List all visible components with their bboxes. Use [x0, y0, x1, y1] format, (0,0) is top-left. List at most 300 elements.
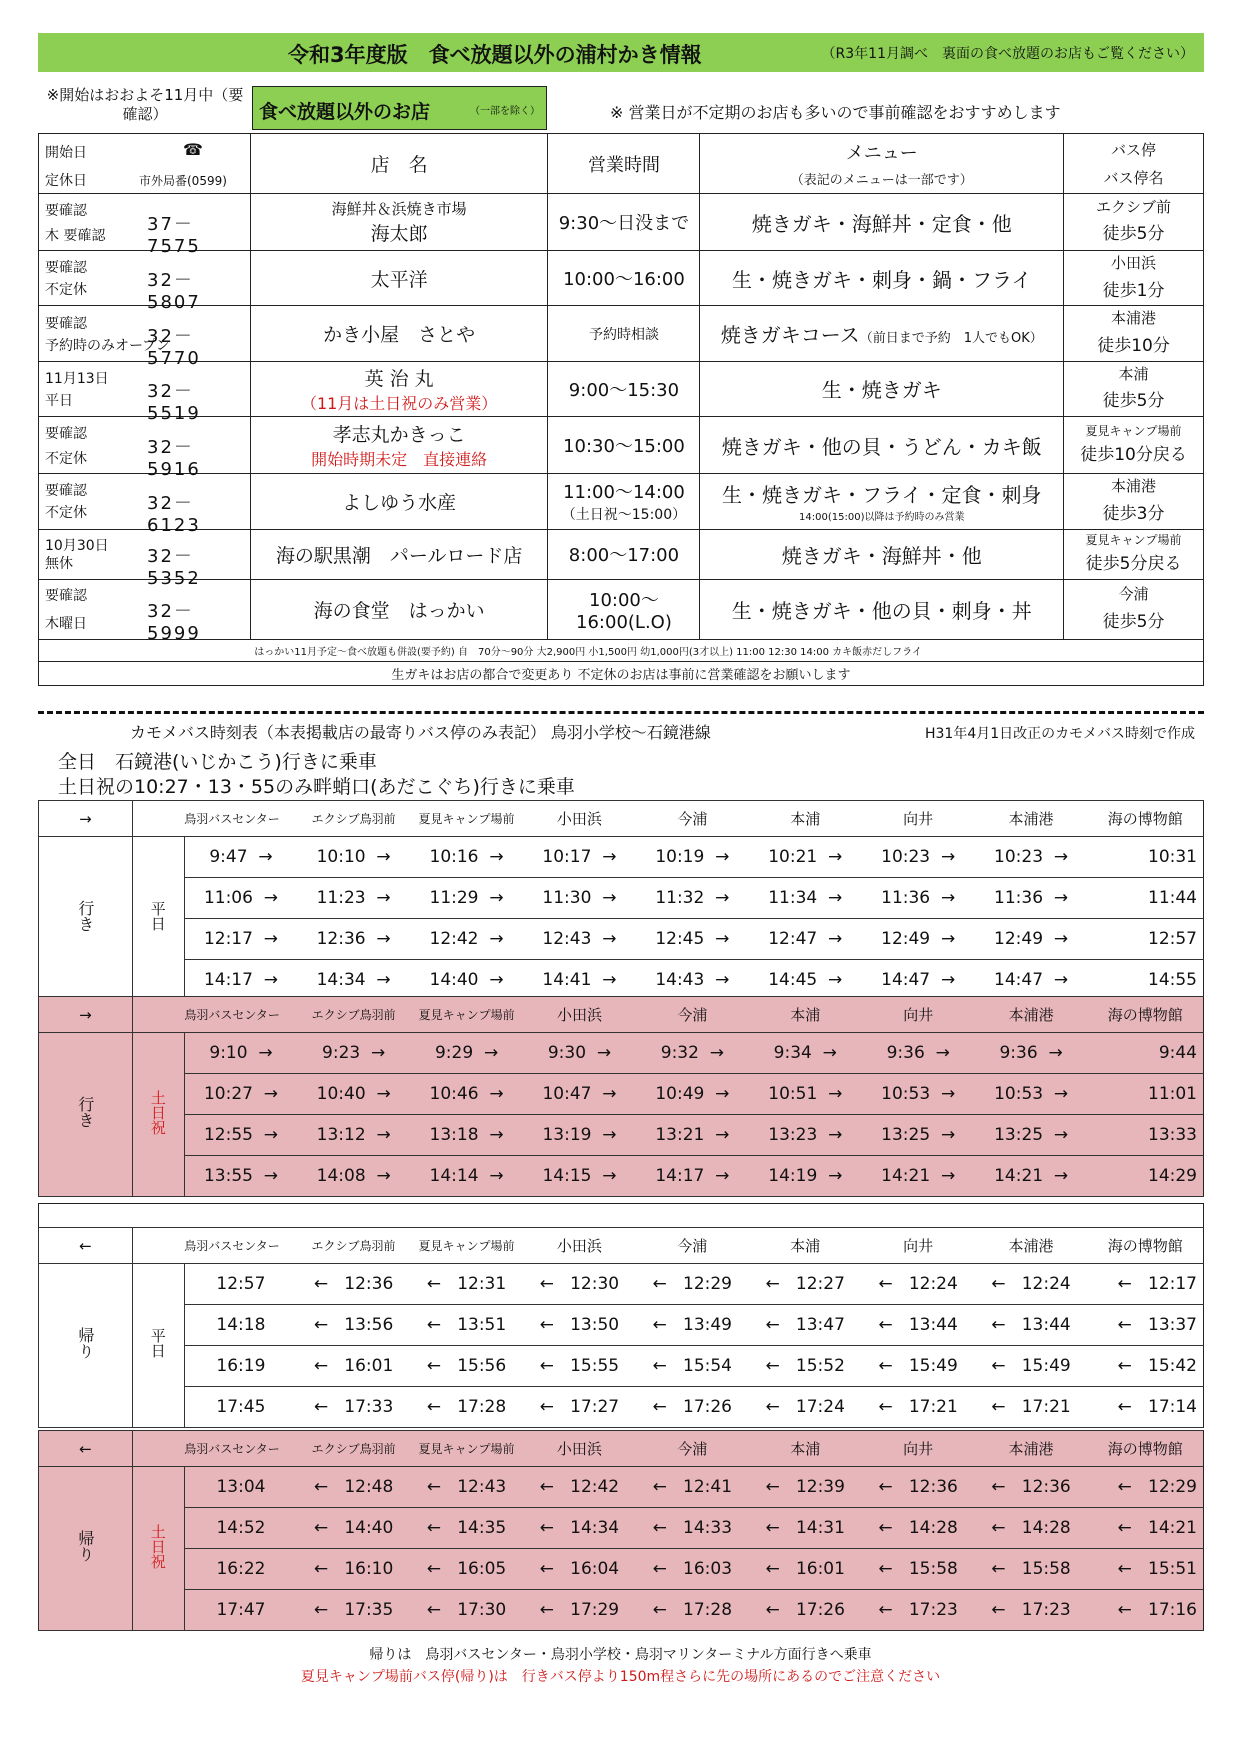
shop-name: 海の駅黒潮 パールロード店 [275, 544, 523, 567]
departure-time: 14:34 [316, 970, 366, 990]
arrow-right-icon: → [376, 847, 391, 867]
arrow-right-icon: → [489, 847, 504, 867]
timetable-cell [636, 1346, 749, 1387]
arrow-right-icon: → [263, 970, 278, 990]
arrow-right-icon: → [483, 1043, 499, 1063]
shop-bus-stop: 本浦港 [1111, 477, 1157, 496]
departure-time: 12:30 [570, 1274, 620, 1294]
timetable-cell [749, 1549, 862, 1590]
shop-bus-stop: 本浦港 [1111, 309, 1157, 328]
arrow-left-icon: ← [652, 1274, 667, 1294]
departure-time: 13:50 [570, 1315, 620, 1335]
timetable-cell [297, 1264, 410, 1305]
bus-timetable-1 [38, 996, 1204, 1197]
timetable-cell [862, 1467, 975, 1508]
shop-row [39, 194, 1204, 251]
shop-table [38, 133, 1204, 686]
day-type: 平日 [148, 901, 167, 931]
arrow-right-icon: → [940, 1084, 956, 1104]
shop-bus-walk: 徒歩10分 [1097, 335, 1170, 356]
shop-name: 海の食堂 はっかい [313, 599, 485, 622]
arrow-right-icon: → [263, 929, 278, 949]
timetable-cell [523, 1387, 636, 1428]
hakkai-note: はっかい11月予定～食べ放題も併設(要予約) 自 70分～90分 大2,900円 小1,500円 幼1,000円(3才以上) 11:00 12:30 14:00 カキ飯赤だしフライ [250, 639, 1203, 661]
arrow-left-icon: ← [1117, 1600, 1132, 1620]
shop-bus-stop: エクシブ前 [1096, 197, 1172, 216]
departure-time: 13:44 [1021, 1315, 1071, 1335]
arrow-left-icon: ← [878, 1315, 893, 1335]
timetable-cell [523, 1156, 636, 1197]
shop-name: 孝志丸かきっこ [332, 424, 466, 447]
departure-time: 17:35 [344, 1600, 394, 1620]
timetable-cell [523, 1346, 636, 1387]
bus-timetable-2 [38, 1227, 1204, 1428]
bus-stop-header: 夏見キャンプ場前 [410, 1431, 523, 1467]
direction-label: 帰り [75, 1327, 95, 1359]
arrow-left-icon: ← [539, 1559, 554, 1579]
arrow-left-icon: ← [991, 1356, 1006, 1376]
departure-time: 12:41 [683, 1477, 733, 1497]
shop-hours-cell [548, 417, 700, 474]
departure-time: 14:31 [795, 1518, 845, 1538]
arrow-right-icon: → [376, 888, 391, 908]
timetable-cell [297, 1467, 410, 1508]
timetable-cell [1087, 1305, 1203, 1346]
departure-time: 15:58 [1021, 1559, 1071, 1579]
timetable-cell [523, 1508, 636, 1549]
shop-menu-cell [700, 361, 1064, 416]
departure-time: 13:25 [881, 1125, 931, 1145]
departure-time: 14:21 [881, 1166, 931, 1186]
timetable-cell [749, 1590, 862, 1631]
arrow-left-icon: ← [652, 1600, 667, 1620]
departure-time: 13:18 [429, 1125, 479, 1145]
title-bar [38, 33, 1204, 72]
arrow-right-icon: → [828, 847, 843, 867]
shop-closed: 不定休 [45, 282, 87, 299]
timetable-cell [749, 1156, 862, 1197]
timetable-cell [184, 1590, 297, 1631]
departure-time: 10:31 [1148, 847, 1197, 867]
header-bus-stop-name: バス停名 [1103, 168, 1164, 187]
shop-hours-cell [548, 474, 700, 529]
departure-time: 11:01 [1148, 1084, 1197, 1104]
departure-time: 12:17 [1148, 1274, 1197, 1294]
arrow-left-icon: ← [426, 1274, 441, 1294]
timetable-cell [523, 919, 636, 960]
departure-time: 13:55 [203, 1166, 253, 1186]
direction-label-cell [39, 1033, 133, 1197]
departure-time: 12:36 [1021, 1477, 1071, 1497]
day-type-cell [132, 1467, 184, 1631]
header-bus-stop: バス停 [1111, 140, 1157, 159]
departure-time: 14:19 [768, 1166, 818, 1186]
arrow-right-icon: → [489, 1125, 504, 1145]
shop-hours-cell [548, 306, 700, 361]
arrow-right-icon: → [828, 1084, 843, 1104]
timetable-cell [636, 919, 749, 960]
arrow-right-icon: → [602, 847, 617, 867]
arrow-left-icon: ← [765, 1477, 780, 1497]
arrow-left-icon: ← [652, 1315, 667, 1335]
arrow-left-icon: ← [1117, 1274, 1132, 1294]
timetable-cell [749, 1115, 862, 1156]
timetable-cell [410, 1156, 523, 1197]
arrow-left-icon: ← [313, 1274, 329, 1294]
day-type: 土日祝 [148, 1089, 167, 1135]
departure-time: 14:28 [908, 1518, 958, 1538]
departure-time: 16:01 [344, 1356, 394, 1376]
arrow-left-icon: ← [652, 1397, 667, 1417]
departure-time: 16:22 [216, 1559, 266, 1579]
shop-row [39, 251, 1204, 306]
direction-label: 帰り [75, 1530, 95, 1562]
timetable-cell [862, 1074, 975, 1115]
bus-stop-header: 本浦 [749, 1431, 862, 1467]
shop-start: 要確認 [45, 588, 87, 605]
departure-time: 13:04 [216, 1477, 266, 1497]
bus-footer1: 帰りは 鳥羽バスセンター・鳥羽小学校・鳥羽マリンターミナル方面行きへ乗車 [369, 1647, 872, 1663]
shop-name-cell [250, 361, 548, 416]
departure-time: 12:42 [429, 929, 479, 949]
timetable-cell [636, 960, 749, 1001]
timetable-cell [184, 1346, 297, 1387]
arrow-left-icon: ← [878, 1477, 893, 1497]
shop-menu: 生・焼きガキ [821, 378, 942, 403]
timetable-cell [636, 1115, 749, 1156]
departure-time: 12:47 [768, 929, 818, 949]
bus-stop-header: エクシブ鳥羽前 [297, 1228, 410, 1264]
bus-stop-header: 夏見キャンプ場前 [410, 997, 523, 1033]
timetable-cell [975, 919, 1088, 960]
timetable-cell [749, 1074, 862, 1115]
timetable-cell [523, 1074, 636, 1115]
departure-time: 10:40 [316, 1084, 366, 1104]
bus-stop-header: 海の博物館 [1087, 1228, 1203, 1264]
timetable-cell [749, 837, 862, 878]
timetable-cell [184, 1156, 297, 1197]
bus-stop-header: 今浦 [636, 1431, 749, 1467]
bus-stop-header: 鳥羽バスセンター [184, 1228, 297, 1264]
departure-time: 14:15 [542, 1166, 592, 1186]
timetable-cell [975, 1467, 1088, 1508]
direction-label-cell [39, 1467, 133, 1631]
bus-stop-header: 本浦港 [975, 801, 1088, 837]
departure-time: 12:57 [1148, 929, 1197, 949]
header-menu-cell [700, 134, 1064, 194]
shop-bus-cell [1064, 529, 1204, 579]
shop-bus-cell [1064, 251, 1204, 306]
shop-start-closed [39, 529, 251, 590]
departure-time: 16:05 [457, 1559, 507, 1579]
shop-row [39, 361, 1204, 416]
top-left-note: ※開始はおおよそ11月中（要確認） [46, 86, 244, 123]
timetable-cell [1087, 1346, 1203, 1387]
shop-name-notice: （11月は土日祝のみ営業） [300, 393, 498, 413]
arrow-right-icon: → [715, 1084, 730, 1104]
shop-menu-note: 14:00(15:00)以降は予約時のみ営業 [799, 512, 965, 524]
departure-time: 12:36 [344, 1274, 394, 1294]
timetable-cell [749, 1346, 862, 1387]
timetable-cell [410, 1590, 523, 1631]
arrow-left-icon: ← [426, 1518, 441, 1538]
header-hours: 営業時間 [548, 134, 700, 194]
departure-time: 14:21 [1148, 1518, 1197, 1538]
departure-time: 17:21 [1021, 1397, 1071, 1417]
shop-bus-walk: 徒歩5分 [1102, 224, 1165, 245]
bus-stop-header: 今浦 [636, 1228, 749, 1264]
arrow-left-icon: ← [313, 1315, 329, 1335]
timetable-cell [410, 1346, 523, 1387]
shop-row [39, 529, 1204, 579]
bus-stop-header: 本浦 [749, 997, 862, 1033]
timetable-cell [749, 1387, 862, 1428]
arrow-left-icon: ← [878, 1518, 893, 1538]
departure-time: 12:27 [795, 1274, 845, 1294]
departure-time: 17:23 [908, 1600, 958, 1620]
shop-start: 要確認 [45, 425, 87, 442]
arrow-right-icon: → [828, 929, 843, 949]
bus-stop-header: 海の博物館 [1088, 801, 1204, 837]
shop-name: 英 治 丸 [364, 367, 434, 390]
timetable-cell [636, 1156, 749, 1197]
timetable-cell [862, 1387, 975, 1428]
timetable-cell [1088, 919, 1204, 960]
departure-time: 10:47 [542, 1084, 592, 1104]
departure-time: 14:35 [457, 1518, 507, 1538]
shop-phone: 32－6123 [147, 493, 201, 537]
timetable-cell [862, 837, 975, 878]
shop-bus-walk: 徒歩10分戻る [1080, 444, 1187, 465]
timetable-cell [297, 1387, 410, 1428]
arrow-left-icon: ← [765, 1518, 780, 1538]
departure-time: 12:24 [1021, 1274, 1071, 1294]
shop-phone: 32－5519 [147, 380, 201, 424]
arrow-left-icon: ← [765, 1356, 780, 1376]
shop-name-cell [250, 529, 548, 579]
shop-bus-walk: 徒歩5分戻る [1085, 553, 1182, 574]
shop-row [39, 306, 1204, 361]
arrow-left-icon: ← [426, 1477, 441, 1497]
arrow-left-icon: ← [765, 1274, 780, 1294]
arrow-left-icon: ← [539, 1477, 554, 1497]
timetable-cell [523, 1467, 636, 1508]
arrow-left-icon: ← [991, 1518, 1006, 1538]
departure-time: 10:21 [768, 847, 818, 867]
arrow-right-icon: → [263, 1084, 279, 1104]
arrow-left-icon: ← [539, 1600, 554, 1620]
day-type: 土日祝 [148, 1523, 167, 1569]
departure-time: 15:54 [683, 1356, 732, 1376]
shop-menu-cell [700, 579, 1064, 639]
timetable-cell [184, 1033, 297, 1074]
shop-row [39, 474, 1204, 529]
departure-time: 14:41 [542, 970, 592, 990]
timetable-cell [862, 1346, 975, 1387]
shop-hours-cell [548, 361, 700, 416]
shop-name-notice: 開始時期未定 直接連絡 [311, 450, 488, 470]
timetable-cell [297, 1590, 410, 1631]
bus-stop-header: 小田浜 [523, 1228, 636, 1264]
arrow-right-icon: → [1053, 970, 1069, 990]
arrow-right-icon: → [715, 970, 730, 990]
timetable-cell [297, 1549, 410, 1590]
timetable-cell [523, 1115, 636, 1156]
departure-time: 12:55 [203, 1125, 253, 1145]
section-sub: （一部を除く） [470, 106, 540, 117]
timetable-cell [975, 1156, 1088, 1197]
timetable-cell [410, 1549, 523, 1590]
departure-time: 11:30 [542, 888, 592, 908]
arrow-right-icon: → [715, 1166, 730, 1186]
shop-name: 太平洋 [370, 268, 428, 291]
timetable-cell [1088, 1074, 1204, 1115]
departure-time: 12:36 [908, 1477, 958, 1497]
section-label-box [252, 86, 547, 130]
bus-stop-header: 本浦 [749, 801, 862, 837]
timetable-cell [862, 1033, 975, 1074]
departure-time: 12:17 [203, 929, 253, 949]
timetable-cell [862, 1508, 975, 1549]
arrow-right-icon: → [935, 1043, 950, 1063]
bus-stop-header: 鳥羽バスセンター [184, 997, 297, 1033]
timetable-cell [862, 960, 975, 1001]
arrow-left-icon: ← [313, 1477, 329, 1497]
departure-time: 11:36 [994, 888, 1044, 908]
arrow-left-icon: ← [991, 1559, 1006, 1579]
departure-time: 11:23 [316, 888, 366, 908]
departure-time: 10:51 [768, 1084, 818, 1104]
departure-time: 9:30 [547, 1043, 587, 1063]
departure-time: 11:34 [768, 888, 818, 908]
bus-stop-header: 小田浜 [523, 801, 636, 837]
timetable-cell [749, 1508, 862, 1549]
arrow-left-icon: ← [765, 1559, 780, 1579]
departure-time: 10:10 [316, 847, 366, 867]
direction-label-cell [39, 1264, 133, 1428]
departure-time: 12:31 [457, 1274, 507, 1294]
bus-line1: 全日 石鏡港(いじかこう)行きに乗車 [58, 751, 377, 773]
departure-time: 17:21 [908, 1397, 958, 1417]
arrow-right-icon: → [940, 929, 956, 949]
arrow-right-icon: → [1053, 847, 1069, 867]
arrow-left-icon: ← [1117, 1397, 1132, 1417]
shop-phone: 32－5770 [147, 325, 201, 369]
arrow-left-icon: ← [539, 1518, 554, 1538]
shop-menu-cell [700, 529, 1064, 579]
arrow-right-icon: → [602, 970, 617, 990]
departure-time: 14:17 [203, 970, 253, 990]
shop-phone: 32－5352 [147, 546, 201, 590]
shop-phone: 32－5999 [147, 601, 201, 645]
timetable-cell [975, 1387, 1088, 1428]
arrow-right-icon: → [822, 1043, 837, 1063]
header-menu: メニュー [845, 143, 918, 164]
arrow-left-icon: ← [991, 1274, 1006, 1294]
departure-time: 14:14 [429, 1166, 479, 1186]
shop-closed: 不定休 [45, 450, 87, 467]
arrow-left-icon: ← [1117, 1518, 1132, 1538]
departure-time: 15:42 [1148, 1356, 1197, 1376]
shop-hours-holiday: （土日祝～15:00） [561, 507, 687, 524]
shop-menu-cell [700, 194, 1064, 251]
bus-stop-header: 海の博物館 [1087, 1431, 1203, 1467]
shop-name: かき小屋 さとや [323, 324, 476, 347]
arrow-left-icon: ← [313, 1600, 329, 1620]
departure-time: 10:27 [203, 1084, 253, 1104]
timetable-cell [749, 1264, 862, 1305]
shop-menu: 焼きガキ・他の貝・うどん・カキ飯 [721, 434, 1042, 459]
shop-row [39, 417, 1204, 474]
timetable-cell [184, 837, 297, 878]
timetable-cell [636, 1305, 749, 1346]
departure-time: 9:44 [1158, 1043, 1197, 1063]
arrow-right-icon: → [1048, 1043, 1063, 1063]
shop-hours: 9:00～15:30 [568, 379, 680, 401]
departure-time: 10:49 [655, 1084, 705, 1104]
bus-line2: 土日祝の10:27・13・55のみ畔蛸口(あだこぐち)行きに乗車 [58, 776, 575, 798]
departure-time: 12:42 [570, 1477, 620, 1497]
header-start: 開始日 [45, 144, 87, 161]
timetable-cell [975, 1033, 1088, 1074]
departure-time: 15:51 [1148, 1559, 1197, 1579]
departure-time: 9:23 [322, 1043, 361, 1063]
departure-time: 16:04 [570, 1559, 620, 1579]
section-label: 食べ放題以外のお店 [259, 101, 431, 123]
arrow-left-icon: ← [1117, 1559, 1132, 1579]
shop-bus-stop: 夏見キャンプ場前 [1085, 423, 1182, 438]
shop-start: 要確認 [45, 260, 87, 277]
timetable-cell [184, 1387, 297, 1428]
bus-stop-header: 今浦 [636, 801, 749, 837]
header-area-code: 市外局番(0599) [139, 173, 227, 188]
direction-label: 行き [75, 900, 95, 932]
timetable-cell [184, 878, 297, 919]
timetable-cell [636, 1549, 749, 1590]
arrow-left-icon: ← [652, 1518, 667, 1538]
arrow-left-icon: ← [313, 1397, 329, 1417]
shop-hours: 予約時相談 [588, 326, 659, 343]
departure-time: 12:45 [655, 929, 705, 949]
arrow-left-icon: ← [878, 1274, 893, 1294]
departure-time: 13:47 [795, 1315, 845, 1335]
departure-time: 14:18 [216, 1315, 266, 1335]
shop-start: 要確認 [45, 315, 87, 332]
timetable-cell [523, 837, 636, 878]
arrow-left-icon: ← [878, 1559, 893, 1579]
departure-time: 10:53 [881, 1084, 931, 1104]
timetable-cell [410, 1467, 523, 1508]
departure-time: 14:17 [655, 1166, 705, 1186]
departure-time: 15:55 [570, 1356, 620, 1376]
shop-hours-cell [548, 579, 700, 639]
shop-hours: 10:30～15:00 [563, 436, 685, 458]
departure-time: 14:28 [1021, 1518, 1071, 1538]
departure-time: 17:28 [457, 1397, 507, 1417]
arrow-right-icon: → [715, 847, 730, 867]
timetable-cell [297, 1346, 410, 1387]
departure-time: 14:47 [881, 970, 931, 990]
shop-bus-cell [1064, 306, 1204, 361]
shop-start: 要確認 [45, 483, 87, 500]
departure-time: 12:36 [316, 929, 366, 949]
arrow-right-icon: → [263, 888, 278, 908]
direction-arrow: → [39, 801, 133, 837]
arrow-right-icon: → [376, 1125, 391, 1145]
top-right-note: ※ 営業日が不定期のお店も多いので事前確認をおすすめします [610, 103, 1061, 122]
direction-arrow: → [39, 997, 133, 1033]
direction-label: 行き [75, 1096, 95, 1128]
